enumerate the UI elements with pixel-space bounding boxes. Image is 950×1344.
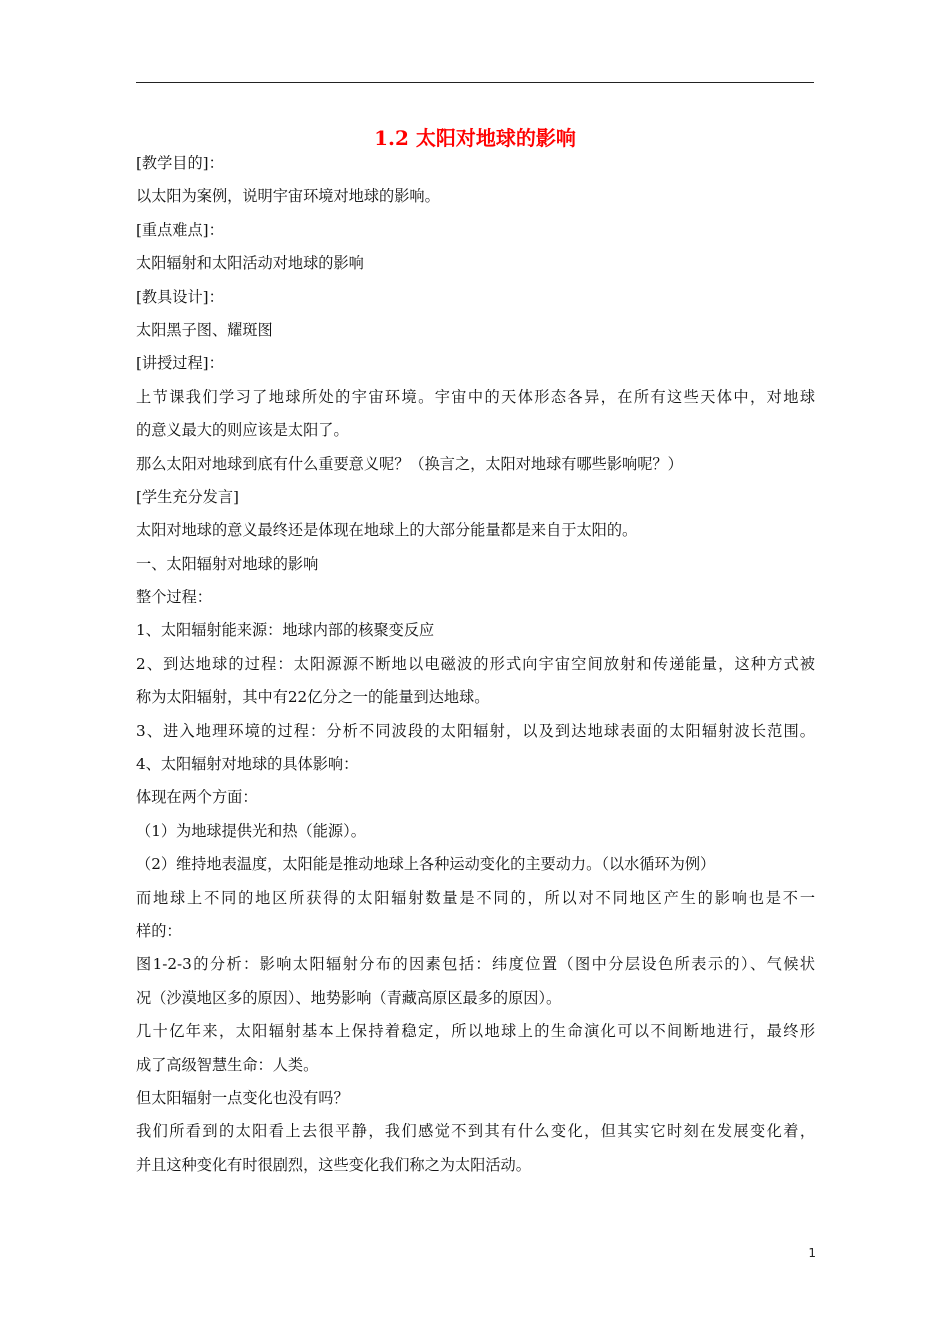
section-heading-process: [讲授过程]： xyxy=(136,354,224,373)
paragraph-line: 的意义最大的则应该是太阳了。 xyxy=(136,421,349,440)
page-number: 1 xyxy=(808,1246,816,1260)
paragraph-line: 但太阳辐射一点变化也没有吗？ xyxy=(136,1088,349,1107)
document-body xyxy=(136,147,815,1182)
document-title: 1.2 太阳对地球的影响 xyxy=(374,126,576,150)
list-item: （2）维持地表温度，太阳能是推动地球上各种运动变化的主要动力。（以水循环为例） xyxy=(136,855,716,874)
paragraph-line: 以太阳为案例，说明宇宙环境对地球的影响。 xyxy=(136,187,440,206)
paragraph-line: 那么太阳对地球到底有什么重要意义呢？（换言之，太阳对地球有哪些影响呢？） xyxy=(136,454,683,473)
paragraph-line: 并且这种变化有时很剧烈，这些变化我们称之为太阳活动。 xyxy=(136,1155,531,1174)
paragraph-line: [学生充分发言] xyxy=(136,487,239,506)
paragraph-line: 称为太阳辐射，其中有22亿分之一的能量到达地球。 xyxy=(136,688,490,707)
section-heading-key-points: [重点难点]： xyxy=(136,220,224,239)
paragraph-line: 太阳对地球的意义最终还是体现在地球上的大部分能量都是来自于太阳的。 xyxy=(136,521,638,540)
paragraph-line: 样的： xyxy=(136,921,182,940)
header-rule xyxy=(136,82,814,83)
list-item: （1）为地球提供光和热（能源）。 xyxy=(136,821,366,840)
subsection-heading: 一、太阳辐射对地球的影响 xyxy=(136,554,319,573)
paragraph-line: 我们所看到的太阳看上去很平静，我们感觉不到其有什么变化，但其实它时刻在发展变化着， xyxy=(136,1122,815,1141)
paragraph-line: 图1-2-3的分析：影响太阳辐射分布的因素包括：纬度位置（图中分层设色所表示的）、气候状 xyxy=(136,955,815,974)
list-item: 1、太阳辐射能来源：地球内部的核聚变反应 xyxy=(136,621,435,640)
section-heading-teaching-aids: [教具设计]： xyxy=(136,287,224,306)
list-item: 4、太阳辐射对地球的具体影响： xyxy=(136,755,359,774)
paragraph-line: 体现在两个方面： xyxy=(136,788,258,807)
paragraph-line: 上节课我们学习了地球所处的宇宙环境。宇宙中的天体形态各异，在所有这些天体中，对地球 xyxy=(136,387,815,406)
paragraph-line: 成了高级智慧生命：人类。 xyxy=(136,1055,319,1074)
list-item: 3、进入地理环境的过程：分析不同波段的太阳辐射，以及到达地球表面的太阳辐射波长范围。 xyxy=(136,721,815,740)
paragraph-line: 况（沙漠地区多的原因）、地势影响（青藏高原区最多的原因）。 xyxy=(136,988,562,1007)
section-heading-objective: [教学目的]： xyxy=(136,154,224,172)
paragraph-line: 几十亿年来，太阳辐射基本上保持着稳定，所以地球上的生命演化可以不间断地进行，最终形 xyxy=(136,1022,815,1041)
paragraph-line: 整个过程： xyxy=(136,588,212,607)
paragraph-line: 太阳黑子图、耀斑图 xyxy=(136,320,273,339)
list-item: 2、到达地球的过程：太阳源源不断地以电磁波的形式向宇宙空间放射和传递能量，这种方式被 xyxy=(136,654,815,673)
paragraph-line: 太阳辐射和太阳活动对地球的影响 xyxy=(136,254,364,273)
paragraph-line: 而地球上不同的地区所获得的太阳辐射数量是不同的，所以对不同地区产生的影响也是不一 xyxy=(136,888,815,907)
